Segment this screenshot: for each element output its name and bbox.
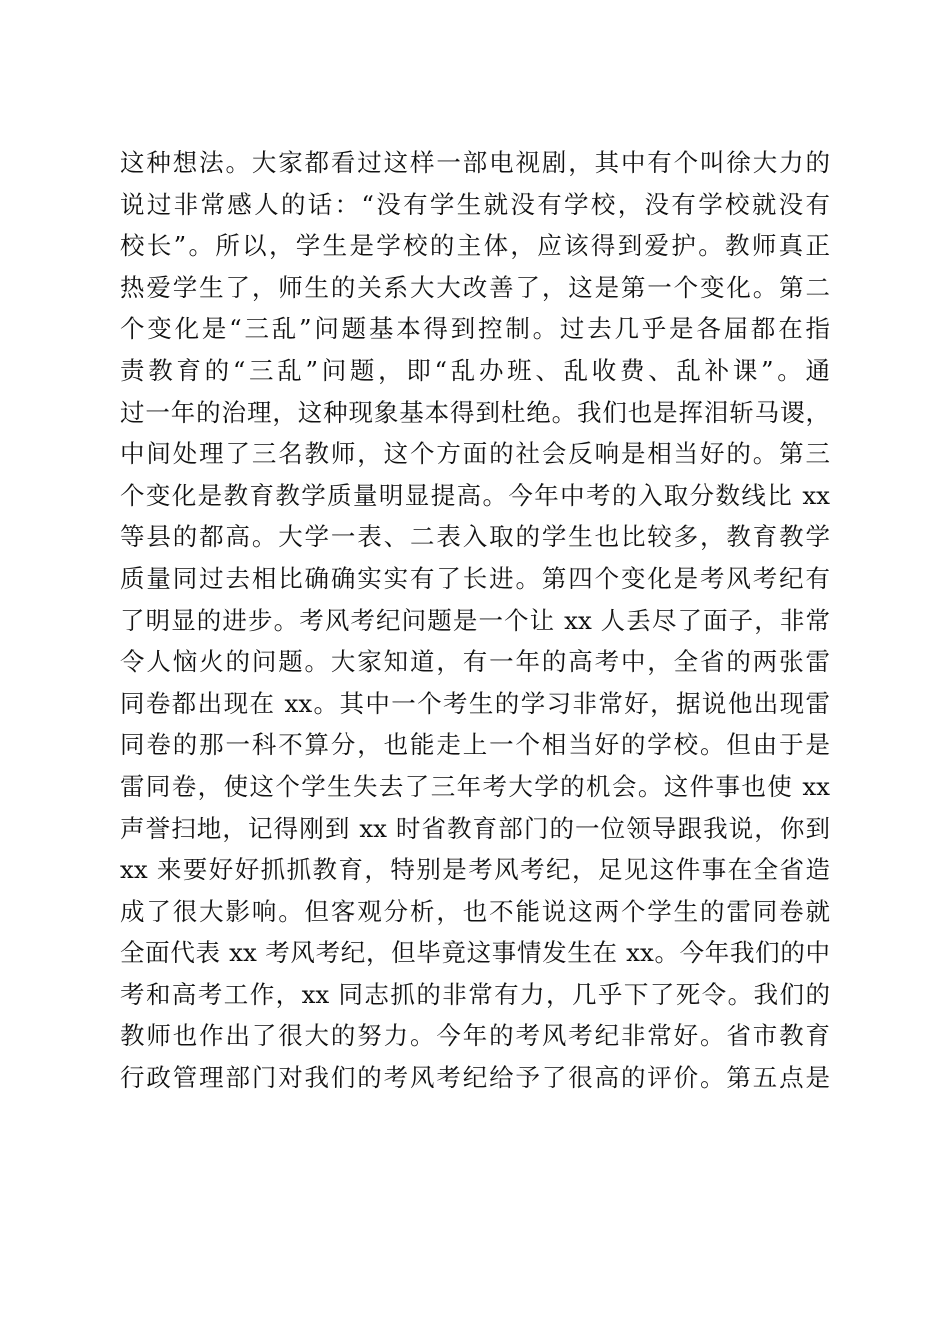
- text-line: 校长”。所以，学生是学校的主体，应该得到爱护。教师真正: [120, 231, 830, 261]
- text-line: 行政管理部门对我们的考风考纪给予了很高的评价。第五点是: [120, 1063, 830, 1093]
- text-line: 同卷都出现在 xx。其中一个考生的学习非常好，据说他出现雷: [120, 688, 830, 718]
- text-line: 教师也作出了很大的努力。今年的考风考纪非常好。省市教育: [120, 1021, 830, 1051]
- text-line: 质量同过去相比确确实实有了长进。第四个变化是考风考纪有: [120, 563, 830, 593]
- text-line: 全面代表 xx 考风考纪，但毕竟这事情发生在 xx。今年我们的中: [120, 938, 830, 968]
- text-line: 成了很大影响。但客观分析，也不能说这两个学生的雷同卷就: [120, 896, 830, 926]
- text-line: 声誉扫地，记得刚到 xx 时省教育部门的一位领导跟我说，你到: [120, 813, 830, 843]
- text-line: 个变化是“三乱”问题基本得到控制。过去几乎是各届都在指: [120, 314, 830, 344]
- text-line: 考和高考工作，xx 同志抓的非常有力，几乎下了死令。我们的: [120, 979, 830, 1009]
- text-line: 这种想法。大家都看过这样一部电视剧，其中有个叫徐大力的: [120, 148, 830, 177]
- text-line: 过一年的治理，这种现象基本得到杜绝。我们也是挥泪斩马谡，: [120, 397, 830, 427]
- text-line: 个变化是教育教学质量明显提高。今年中考的入取分数线比 xx: [120, 480, 830, 510]
- body-text: [120, 142, 830, 1099]
- text-line: 中间处理了三名教师，这个方面的社会反响是相当好的。第三: [120, 439, 830, 469]
- text-line: 等县的都高。大学一表、二表入取的学生也比较多，教育教学: [120, 522, 830, 552]
- text-line: 热爱学生了，师生的关系大大改善了，这是第一个变化。第二: [120, 272, 830, 302]
- text-line: 同卷的那一科不算分，也能走上一个相当好的学校。但由于是: [120, 730, 830, 760]
- text-line: 了明显的进步。考风考纪问题是一个让 xx 人丢尽了面子，非常: [120, 605, 830, 635]
- text-line: xx 来要好好抓抓教育，特别是考风考纪，足见这件事在全省造: [120, 855, 830, 885]
- text-line: 令人恼火的问题。大家知道，有一年的高考中，全省的两张雷: [120, 647, 830, 677]
- text-line: 说过非常感人的话：“没有学生就没有学校，没有学校就没有: [120, 189, 830, 219]
- text-line: 雷同卷，使这个学生失去了三年考大学的机会。这件事也使 xx: [120, 771, 830, 801]
- text-line: 责教育的“三乱”问题，即“乱办班、乱收费、乱补课”。通: [120, 355, 830, 385]
